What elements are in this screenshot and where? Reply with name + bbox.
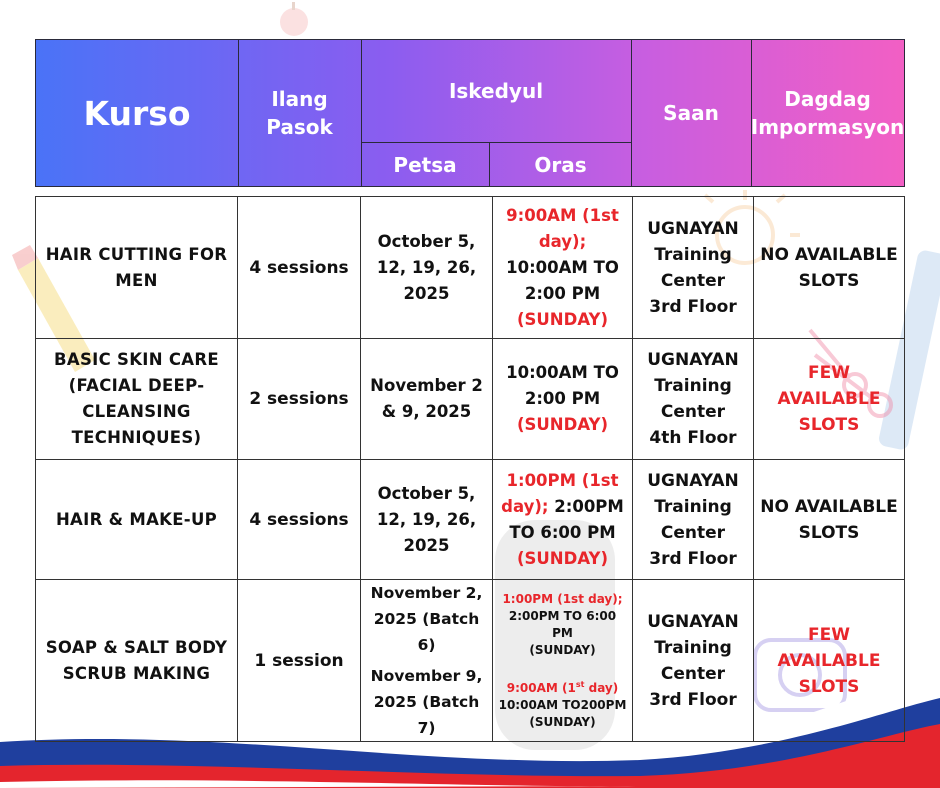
time-day: (SUNDAY)	[516, 548, 608, 568]
course-name-line: SOAP & SALT BODY	[45, 637, 228, 657]
time-line: 2:00PM	[548, 496, 624, 516]
course-name-line: SCRUB MAKING	[62, 663, 211, 683]
location-line: UGNAYAN	[647, 350, 739, 370]
sessions	[238, 460, 361, 579]
apple-icon	[280, 2, 308, 36]
header-kurso: Kurso	[83, 93, 191, 133]
time	[493, 197, 633, 338]
location-line: Training	[654, 496, 732, 517]
availability	[754, 580, 904, 741]
table-row	[36, 197, 904, 339]
time-first-day-text: 9:00AM (1	[506, 680, 576, 695]
availability-line: SLOTS	[798, 270, 860, 291]
availability-line: NO AVAILABLE	[760, 244, 898, 265]
location-line: 3rd Floor	[649, 689, 737, 710]
table-row	[36, 339, 904, 460]
availability-line: SLOTS	[798, 522, 860, 543]
date-line: 12, 19, 26,	[376, 257, 477, 277]
dates	[361, 460, 493, 579]
table-row	[36, 580, 904, 741]
time-first-day-text: day)	[584, 680, 619, 695]
availability-line: FEW	[808, 363, 850, 383]
availability-line: SLOTS	[798, 415, 860, 435]
header-dagdag-line1: Dagdag	[784, 87, 871, 111]
time-first-day: 1:00PM (1st day);	[502, 591, 623, 606]
time-day: (SUNDAY)	[529, 714, 596, 729]
course-name-line: BASIC SKIN CARE	[54, 350, 219, 369]
time	[493, 460, 633, 579]
time-line: 2:00 PM	[524, 283, 601, 303]
sessions	[238, 339, 361, 459]
time	[493, 339, 633, 459]
time-line: 10:00AM TO	[506, 363, 619, 382]
time-line: 2:00 PM	[524, 389, 601, 408]
date-line: November 2,	[370, 584, 483, 602]
time	[493, 580, 633, 741]
availability	[754, 339, 904, 459]
location-line: 4th Floor	[649, 428, 737, 448]
date-line: November 9,	[370, 667, 483, 685]
sessions	[238, 580, 361, 741]
time-line: 10:00AM TO200PM	[498, 697, 627, 712]
availability-line: SLOTS	[798, 676, 860, 697]
dates	[361, 580, 493, 741]
location-line: Training	[654, 376, 732, 396]
sessions-text: 2 sessions	[249, 389, 349, 409]
time-first-day: 9:00AM (1st	[506, 205, 619, 225]
date-line: 12, 19, 26,	[376, 509, 477, 529]
date-line: 2025 (Batch 6)	[373, 610, 480, 654]
location-line: Center	[660, 402, 726, 422]
location-line: 3rd Floor	[649, 548, 737, 569]
table-header	[35, 39, 905, 187]
time-day: (SUNDAY)	[516, 415, 608, 434]
date-line: October 5,	[377, 231, 476, 251]
time-first-day	[507, 676, 619, 697]
ordinal-suffix: st	[575, 679, 585, 689]
date-line: 2025 (Batch 7)	[373, 693, 480, 737]
time-day: (SUNDAY)	[516, 309, 608, 329]
course-name-line: CLEANSING	[82, 402, 191, 421]
availability	[754, 197, 904, 338]
time-line: 2:00PM TO 6:00 PM	[508, 608, 617, 640]
course-name-line: HAIR CUTTING FOR	[45, 244, 228, 264]
time-first-day: day);	[538, 231, 587, 251]
availability-line: AVAILABLE	[777, 389, 881, 409]
course-table	[35, 196, 905, 742]
time-line: TO 6:00 PM	[509, 522, 616, 542]
availability-line: NO AVAILABLE	[760, 496, 898, 517]
location-line: Training	[654, 637, 732, 658]
course-name	[36, 460, 238, 579]
date-line: 2025	[403, 283, 450, 303]
sessions-text: 4 sessions	[249, 257, 349, 278]
date-line: November 2	[370, 376, 483, 395]
course-name-line: TECHNIQUES)	[71, 428, 202, 447]
location-line: Training	[654, 244, 732, 265]
course-name-line: (FACIAL DEEP-	[68, 376, 205, 395]
location	[633, 197, 754, 338]
location	[633, 580, 754, 741]
location	[633, 339, 754, 459]
location-line: 3rd Floor	[649, 296, 737, 317]
location-line: Center	[660, 270, 726, 291]
sessions-text: 1 session	[254, 650, 344, 671]
header-ilang-pasok-line1: Ilang	[271, 87, 328, 111]
time-first-day: day);	[501, 496, 549, 516]
location-line: Center	[660, 663, 726, 684]
location-line: UGNAYAN	[647, 470, 739, 491]
time-line	[501, 494, 624, 520]
time-first-day: 1:00PM (1st	[506, 470, 619, 490]
table-row	[36, 460, 904, 580]
location-line: UGNAYAN	[647, 611, 739, 632]
header-oras: Oras	[534, 152, 587, 177]
course-name-line: MEN	[115, 270, 158, 290]
header-ilang-pasok-line2: Pasok	[266, 115, 333, 139]
sessions-text: 4 sessions	[249, 509, 349, 530]
location	[633, 460, 754, 579]
course-name-line: HAIR & MAKE-UP	[55, 509, 218, 529]
time-line: 10:00AM TO	[506, 257, 619, 277]
header-ilang-pasok	[238, 40, 361, 186]
course-name	[36, 580, 238, 741]
header-dagdag-line2: Impormasyon	[750, 115, 905, 139]
time-day: (SUNDAY)	[529, 642, 596, 657]
course-name	[36, 197, 238, 338]
availability-line: FEW	[808, 624, 850, 645]
date-line: 2025	[403, 535, 450, 555]
date-line: & 9, 2025	[381, 402, 472, 421]
header-saan: Saan	[663, 101, 719, 125]
location-line: Center	[660, 522, 726, 543]
availability	[754, 460, 904, 579]
availability-line: AVAILABLE	[777, 650, 881, 671]
header-iskedyul: Iskedyul	[448, 79, 544, 103]
dates	[361, 339, 493, 459]
header-dagdag-impormasyon	[751, 40, 904, 186]
sessions	[238, 197, 361, 338]
dates	[361, 197, 493, 338]
header-petsa: Petsa	[393, 152, 457, 177]
course-name	[36, 339, 238, 459]
location-line: UGNAYAN	[647, 218, 739, 239]
date-line: October 5,	[377, 483, 476, 503]
